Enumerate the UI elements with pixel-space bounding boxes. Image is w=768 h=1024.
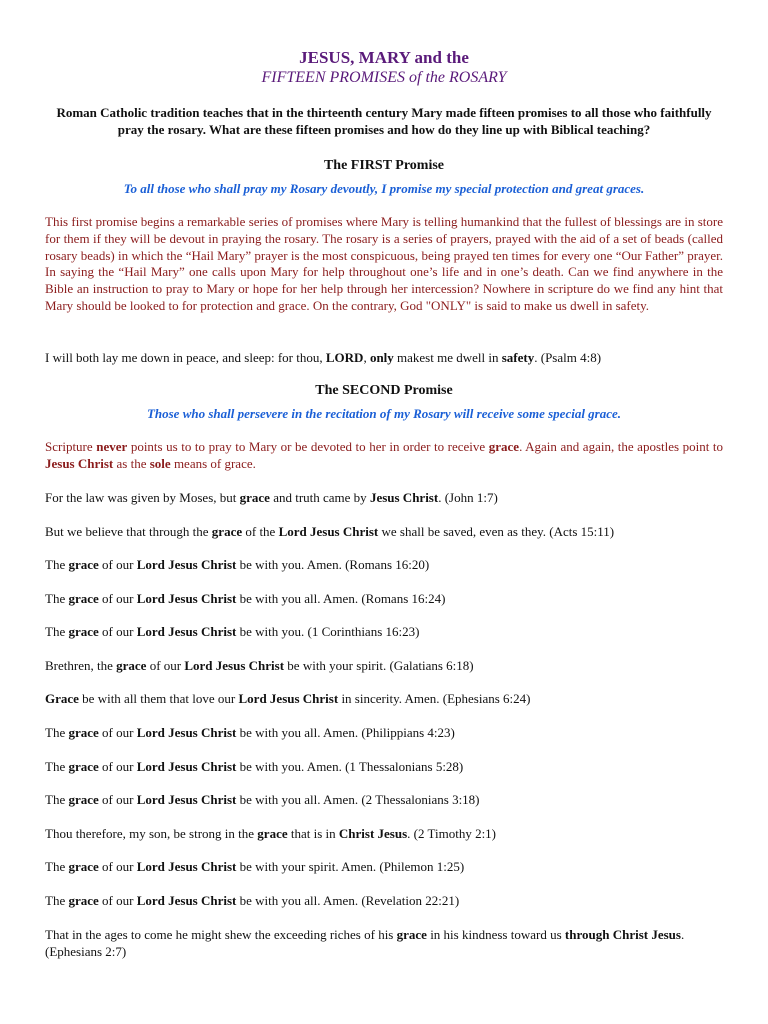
intro-paragraph: Roman Catholic tradition teaches that in the thirteenth century Mary made fifteen promises to all those who faithfully pray the rosary. What are these fifteen promises and how do they line up with Biblical teaching? xyxy=(56,105,712,137)
verse-bold: Lord Jesus Christ xyxy=(136,893,237,908)
verse-item xyxy=(45,556,723,573)
verse-text: in his kindness toward us xyxy=(426,927,565,942)
verse-text: be with you all. Amen. (2 Thessalonians 3:18) xyxy=(236,792,480,807)
verse-text: For the law was given by Moses, but xyxy=(45,490,240,505)
verse-text: be with you. Amen. (1 Thessalonians 5:28) xyxy=(236,759,464,774)
verse-text: The xyxy=(45,859,69,874)
verse-text: of our xyxy=(98,759,137,774)
commentary-text: . Again and again, the apostles point to xyxy=(519,439,724,454)
verse-bold: Lord Jesus Christ xyxy=(136,557,237,572)
verse-text: Thou therefore, my son, be strong in the xyxy=(45,826,258,841)
verse-text: of our xyxy=(98,792,137,807)
verse-text: The xyxy=(45,792,69,807)
document-title: JESUS, MARY and the xyxy=(299,48,469,67)
second-promise-commentary xyxy=(45,439,723,473)
verse-item xyxy=(45,825,723,842)
commentary-bold: Jesus Christ xyxy=(45,455,114,471)
commentary-text: points us to to pray to Mary or be devoted to her in order to receive xyxy=(127,439,489,454)
second-promise-quote: Those who shall persevere in the recitation of my Rosary will receive some special grace. xyxy=(146,406,622,421)
verse-bold: Lord Jesus Christ xyxy=(136,591,237,606)
verse-text: be with all them that love our xyxy=(78,691,239,706)
verse-text: in sincerity. Amen. (Ephesians 6:24) xyxy=(338,691,531,706)
verse-bold: grace xyxy=(68,591,99,606)
verse-bold: grace xyxy=(68,893,99,908)
verse-item xyxy=(45,623,723,640)
verse-text: be with your spirit. (Galatians 6:18) xyxy=(284,658,474,673)
verse-item xyxy=(45,791,723,808)
verse-text: . (Ephesians 2:7) xyxy=(45,927,685,959)
verse-item xyxy=(45,590,723,607)
verse-bold: Jesus Christ xyxy=(369,490,439,505)
verse-bold: grace xyxy=(68,557,99,572)
verse-bold: grace xyxy=(68,792,99,807)
verse-bold: Lord Jesus Christ xyxy=(136,792,237,807)
verse-bold: grace xyxy=(68,624,99,639)
verse-bold: Lord Jesus Christ xyxy=(278,524,379,539)
verse-item xyxy=(45,489,723,506)
verse-text: that is in xyxy=(287,826,339,841)
verse-item xyxy=(45,724,723,741)
first-promise-commentary: This first promise begins a remarkable series of promises where Mary is telling humankind that the fullest of blessings are in store for them if they will be devout in praying the rosary. The rosary is a series of prayers, prayed with the aid of a set of beads (called rosary beads) in which the “Hail Mary” prayer is the most conspicuous, being prayed ten times for every one “Our Father” prayer. In saying the “Hail Mary” one calls upon Mary for help throughout one’s life and in one’s death. Can we find anywhere in the Bible an instruction to pray to Mary or hope for her help through her intercession? Nowhere in scripture do we find any hint that Mary should be looked to for protection and grace. On the contrary, God "ONLY" is said to make us dwell in safety. xyxy=(45,214,723,313)
verse-item xyxy=(45,523,723,540)
verse-bold: Lord Jesus Christ xyxy=(136,859,237,874)
verse-text: The xyxy=(45,591,69,606)
verse-text: of our xyxy=(146,658,185,673)
verse-text: of our xyxy=(98,591,137,606)
verse-text: of our xyxy=(98,557,137,572)
verse-text: Brethren, the xyxy=(45,658,117,673)
second-promise-heading: The SECOND Promise xyxy=(315,383,453,398)
verse-text: be with you. Amen. (Romans 16:20) xyxy=(236,557,430,572)
psalm-verse xyxy=(45,349,723,366)
first-promise-quote: To all those who shall pray my Rosary devoutly, I promise my special protection and great graces. xyxy=(123,181,645,196)
verse-bold: Grace xyxy=(45,691,79,706)
commentary-text: means of grace. xyxy=(170,455,256,471)
verse-bold: grace xyxy=(211,524,243,539)
verse-bold: Lord Jesus Christ xyxy=(184,658,285,673)
verse-text: we shall be saved, even as they. (Acts 15:11) xyxy=(378,524,615,539)
verse-bold: Christ Jesus xyxy=(338,826,408,841)
verse-text: , xyxy=(363,350,370,365)
commentary-bold: sole xyxy=(149,455,171,471)
verse-item xyxy=(45,758,723,775)
verse-text: That in the ages to come he might shew the exceeding riches of his xyxy=(45,927,397,942)
verse-bold: grace xyxy=(396,927,427,942)
verse-bold: grace xyxy=(116,658,147,673)
verse-bold: safety xyxy=(501,350,535,365)
verse-bold: grace xyxy=(68,759,99,774)
commentary-bold: grace xyxy=(488,439,520,454)
verse-item xyxy=(45,657,723,674)
verse-text: be with you. (1 Corinthians 16:23) xyxy=(236,624,420,639)
verse-text: . (John 1:7) xyxy=(438,490,498,505)
verse-text: and truth came by xyxy=(269,490,370,505)
commentary-text: Scripture xyxy=(45,439,97,454)
verse-bold: Lord Jesus Christ xyxy=(136,624,237,639)
verse-item xyxy=(45,858,723,875)
verse-text: of our xyxy=(98,725,137,740)
verse-item xyxy=(45,926,723,960)
verse-text: But we believe that through the xyxy=(45,524,212,539)
verse-bold: grace xyxy=(68,859,99,874)
verse-text: of our xyxy=(98,859,137,874)
verse-text: The xyxy=(45,759,69,774)
verse-text: of our xyxy=(98,624,137,639)
verse-item xyxy=(45,690,723,707)
verse-bold: grace xyxy=(257,826,288,841)
first-promise-heading: The FIRST Promise xyxy=(323,158,445,173)
verse-text: be with your spirit. Amen. (Philemon 1:25) xyxy=(236,859,465,874)
verse-item xyxy=(45,892,723,909)
verse-bold: through Christ Jesus xyxy=(564,927,681,942)
verse-text: of the xyxy=(242,524,279,539)
verse-text: be with you all. Amen. (Philippians 4:23) xyxy=(236,725,455,740)
document-subtitle: FIFTEEN PROMISES of the ROSARY xyxy=(261,69,507,86)
verse-bold: LORD xyxy=(325,350,364,365)
verse-text: be with you all. Amen. (Revelation 22:21) xyxy=(236,893,460,908)
verse-bold: Lord Jesus Christ xyxy=(136,725,237,740)
commentary-bold: never xyxy=(96,439,128,454)
verse-bold: grace xyxy=(68,725,99,740)
verse-text: The xyxy=(45,624,69,639)
verse-text: The xyxy=(45,893,69,908)
verse-text: The xyxy=(45,557,69,572)
verse-bold: Lord Jesus Christ xyxy=(136,759,237,774)
commentary-text: as the xyxy=(113,455,150,471)
verse-bold: only xyxy=(369,350,394,365)
verse-text: The xyxy=(45,725,69,740)
verse-text: of our xyxy=(98,893,137,908)
verse-text: be with you all. Amen. (Romans 16:24) xyxy=(236,591,446,606)
verse-bold: grace xyxy=(239,490,270,505)
verse-text: . (Psalm 4:8) xyxy=(534,350,602,365)
verse-bold: Lord Jesus Christ xyxy=(238,691,339,706)
verse-text: . (2 Timothy 2:1) xyxy=(407,826,497,841)
verse-text: makest me dwell in xyxy=(393,350,502,365)
verse-text: I will both lay me down in peace, and sleep: for thou, xyxy=(45,350,326,365)
